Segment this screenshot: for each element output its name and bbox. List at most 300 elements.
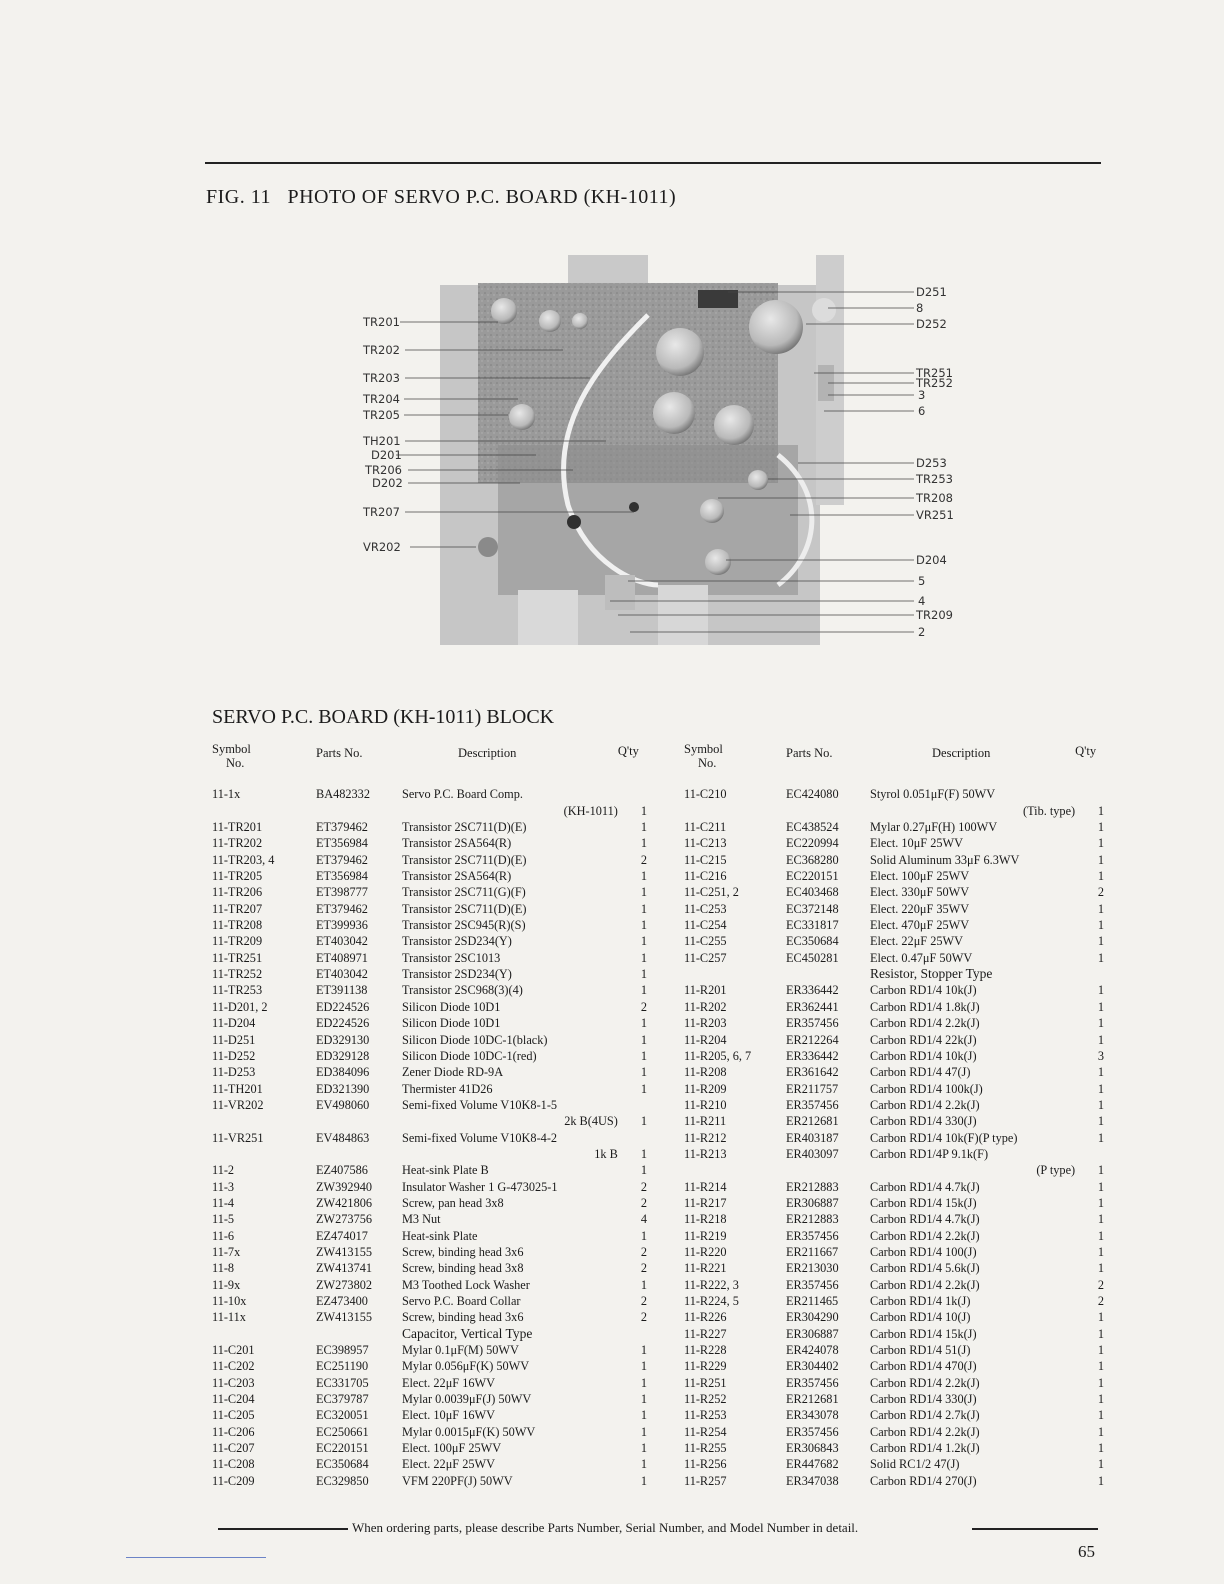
figure-label: FIG. 11 — [206, 186, 271, 208]
table-row — [212, 982, 647, 998]
callout-right: TR208 — [916, 491, 953, 505]
callout-left: TR205 — [363, 408, 400, 422]
symbol-cell: 11-R212 — [684, 1130, 727, 1145]
table-row — [212, 1032, 647, 1048]
description-cell: Mylar 0.1μF(M) 50WV — [402, 1343, 519, 1358]
callout-right: D251 — [916, 285, 947, 299]
description-cell: M3 Nut — [402, 1212, 441, 1227]
qty-cell: 1 — [1097, 1130, 1104, 1145]
table-row — [212, 1342, 647, 1358]
symbol-cell: 11-C206 — [212, 1424, 255, 1439]
table-row — [684, 1228, 1104, 1244]
description-cell: Elect. 22μF 25WV — [402, 1457, 495, 1472]
callout-right: TR209 — [916, 608, 953, 622]
description-cell: Carbon RD1/4 1.2k(J) — [870, 1441, 980, 1456]
callout-right: VR251 — [916, 508, 954, 522]
table-row — [212, 1391, 647, 1407]
description-cell: Carbon RD1/4 10(J) — [870, 1310, 971, 1325]
symbol-cell: 11-R229 — [684, 1359, 727, 1374]
qty-cell: 1 — [1097, 1228, 1104, 1243]
description-cell: Carbon RD1/4 2.2k(J) — [870, 1277, 980, 1292]
parts-no-cell: ER212264 — [786, 1032, 839, 1047]
qty-cell: 1 — [1097, 1179, 1104, 1194]
parts-no-cell: EC331705 — [316, 1375, 369, 1390]
qty-cell: 2 — [1097, 1294, 1104, 1308]
parts-no-cell: ED329128 — [316, 1048, 370, 1063]
qty-cell: 2 — [640, 1244, 647, 1259]
callout-right: 6 — [918, 404, 926, 418]
description-cell: M3 Toothed Lock Washer — [402, 1277, 530, 1292]
qty-cell: 1 — [1097, 1065, 1104, 1080]
table-row — [212, 917, 647, 933]
qty-cell: 1 — [640, 1457, 647, 1472]
description-cell: Mylar 0.0039μF(J) 50WV — [402, 1392, 532, 1407]
parts-no-cell: ER304290 — [786, 1310, 839, 1325]
qty-cell: 1 — [640, 869, 647, 884]
parts-no-cell: EC424080 — [786, 787, 839, 802]
description-cell: Carbon RD1/4 330(J) — [870, 1392, 977, 1407]
symbol-cell: 11-TR201 — [212, 820, 263, 835]
description-cell: Carbon RD1/4 1k(J) — [870, 1294, 971, 1308]
description-cell: Carbon RD1/4 2.2k(J) — [870, 1424, 980, 1439]
symbol-cell — [684, 1162, 786, 1178]
symbol-cell: 11-R224, 5 — [684, 1294, 739, 1308]
qty-cell: 1 — [1097, 820, 1104, 835]
description-cell: VFM 220PF(J) 50WV — [402, 1473, 513, 1488]
qty-cell: 3 — [1097, 1048, 1104, 1063]
qty-cell: 1 — [1097, 1326, 1104, 1341]
callout-left: TR204 — [363, 392, 400, 406]
symbol-cell: 11-TR206 — [212, 885, 263, 900]
symbol-cell: 11-R208 — [684, 1065, 727, 1080]
callout-right: D204 — [916, 553, 947, 567]
table-row — [212, 1244, 647, 1260]
symbol-cell: 11-R218 — [684, 1212, 727, 1227]
description-cell: Thermister 41D26 — [402, 1081, 493, 1096]
qty-cell: 1 — [1097, 1163, 1104, 1178]
parts-no-cell: ZW413741 — [316, 1261, 373, 1276]
qty-cell: 1 — [1097, 1473, 1104, 1488]
table-row — [212, 1195, 647, 1211]
qty-cell: 1 — [640, 836, 647, 851]
qty-cell: 1 — [1097, 803, 1104, 818]
symbol-cell: 11-R213 — [684, 1146, 727, 1161]
parts-table-left — [212, 742, 647, 1489]
qty-cell — [1075, 786, 1104, 802]
symbol-cell: 11-TR203, 4 — [212, 852, 275, 867]
description-cell: Screw, pan head 3x8 — [402, 1195, 504, 1210]
description-cell: Transistor 2SC711(D)(E) — [402, 820, 527, 835]
description-cell: Elect. 22μF 16WV — [402, 1375, 495, 1390]
parts-no-cell: ZW392940 — [316, 1179, 373, 1194]
description-cell: Carbon RD1/4 15k(J) — [870, 1195, 977, 1210]
table-row — [212, 1064, 647, 1080]
qty-cell: 2 — [640, 999, 647, 1014]
symbol-cell: 11-10x — [212, 1294, 247, 1308]
parts-no-cell: ER403097 — [786, 1146, 839, 1161]
symbol-cell — [212, 1146, 316, 1162]
qty-cell: 1 — [640, 803, 647, 818]
qty-cell: 1 — [640, 1424, 647, 1439]
symbol-cell: 11-9x — [212, 1277, 241, 1292]
symbol-cell: 11-C208 — [212, 1457, 255, 1472]
description-cell: Mylar 0.27μF(H) 100WV — [870, 820, 998, 835]
header-symbol — [684, 742, 786, 770]
parts-table-right — [684, 742, 1104, 1489]
table-row — [684, 1146, 1104, 1162]
description-cell: Elect. 220μF 35WV — [870, 901, 970, 916]
header-qty: Q'ty — [1075, 744, 1097, 758]
parts-no-cell: ZW413155 — [316, 1310, 373, 1325]
table-row — [684, 901, 1104, 917]
table-row — [212, 1162, 647, 1178]
parts-no-cell: ER357456 — [786, 1375, 839, 1390]
header-description: Description — [458, 746, 517, 760]
description-cell: Screw, binding head 3x8 — [402, 1261, 524, 1276]
header-parts-no: Parts No. — [786, 746, 833, 760]
table-row — [684, 1456, 1104, 1472]
table-row — [684, 1015, 1104, 1031]
parts-no-cell: ER336442 — [786, 983, 839, 998]
table-row — [684, 1130, 1104, 1146]
callout-left: D201 — [371, 448, 402, 462]
description-cell: Carbon RD1/4 470(J) — [870, 1359, 977, 1374]
table-row — [212, 1097, 647, 1113]
parts-no-cell: EC450281 — [786, 950, 839, 965]
table-row — [684, 1424, 1104, 1440]
qty-cell — [618, 1130, 647, 1146]
header-symbol-line1: Symbol — [684, 742, 723, 756]
description-cell: Carbon RD1/4 330(J) — [870, 1114, 977, 1129]
parts-no-cell: ER357456 — [786, 1277, 839, 1292]
description-cell: Elect. 100μF 25WV — [870, 869, 970, 884]
parts-no-cell: ZW421806 — [316, 1195, 373, 1210]
table-row — [212, 1326, 647, 1342]
parts-no-cell: ED384096 — [316, 1065, 370, 1080]
description-cell: Elect. 0.47μF 50WV — [870, 950, 973, 965]
table-row — [212, 1407, 647, 1423]
description-cell: Elect. 10μF 16WV — [402, 1408, 495, 1423]
qty-cell: 1 — [640, 1277, 647, 1292]
symbol-cell: 11-C213 — [684, 836, 727, 851]
footer-note: When ordering parts, please describe Parts Number, Serial Number, and Model Number in detail. — [352, 1520, 859, 1535]
parts-no-cell: ED329130 — [316, 1032, 370, 1047]
symbol-cell: 11-R222, 3 — [684, 1277, 739, 1292]
description-cell: 2k B(4US) — [564, 1114, 618, 1129]
qty-cell: 1 — [1097, 1392, 1104, 1407]
description-cell: Carbon RD1/4 2.2k(J) — [870, 1016, 980, 1031]
parts-no-cell: EC350684 — [786, 934, 839, 949]
description-cell: Carbon RD1/4 2.2k(J) — [870, 1097, 980, 1112]
qty-cell: 1 — [640, 1441, 647, 1456]
symbol-cell: 11-R217 — [684, 1195, 727, 1210]
table-row — [212, 1179, 647, 1195]
parts-no-cell: ER306887 — [786, 1326, 839, 1341]
parts-no-cell: EZ474017 — [316, 1228, 368, 1243]
parts-no-cell: ER212883 — [786, 1212, 839, 1227]
parts-no-cell: ET356984 — [316, 869, 368, 884]
table-row — [684, 1097, 1104, 1113]
qty-cell: 1 — [1097, 1081, 1104, 1096]
parts-no-cell: ER403187 — [786, 1130, 839, 1145]
parts-no-cell: ET356984 — [316, 836, 368, 851]
description-cell: Elect. 470μF 25WV — [870, 918, 970, 933]
parts-no-cell: EC320051 — [316, 1408, 369, 1423]
description-cell: Heat-sink Plate — [402, 1228, 478, 1243]
table-row — [212, 1113, 647, 1129]
table-row — [684, 835, 1104, 851]
qty-cell: 1 — [1097, 852, 1104, 867]
qty-cell: 1 — [1097, 1016, 1104, 1031]
qty-cell: 1 — [1097, 983, 1104, 998]
parts-no-cell: EZ473400 — [316, 1294, 368, 1308]
parts-no-cell: EC220994 — [786, 836, 839, 851]
qty-cell: 1 — [640, 1163, 647, 1178]
symbol-cell: 11-TR208 — [212, 918, 263, 933]
table-row — [684, 1309, 1104, 1325]
description-cell: Elect. 330μF 50WV — [870, 885, 970, 900]
parts-no-cell: ZW413155 — [316, 1244, 373, 1259]
description-cell: Mylar 0.056μF(K) 50WV — [402, 1359, 530, 1374]
symbol-cell — [684, 803, 786, 819]
qty-cell: 4 — [640, 1212, 647, 1227]
qty-cell: 1 — [1097, 918, 1104, 933]
symbol-cell: 11-C255 — [684, 934, 727, 949]
symbol-cell: 11-2 — [212, 1163, 235, 1178]
table-row — [684, 1391, 1104, 1407]
symbol-cell: 11-R209 — [684, 1081, 727, 1096]
parts-no-cell: ET403042 — [316, 967, 368, 982]
parts-no-cell: ET379462 — [316, 901, 368, 916]
qty-cell: 1 — [640, 885, 647, 900]
parts-no-cell: EZ407586 — [316, 1163, 368, 1178]
symbol-cell: 11-TR209 — [212, 934, 263, 949]
description-cell: Servo P.C. Board Comp. — [402, 787, 523, 802]
table-row — [684, 1162, 1104, 1178]
parts-no-cell: ER306843 — [786, 1441, 839, 1456]
parts-no-cell: ED224526 — [316, 999, 370, 1014]
symbol-cell: 11-VR202 — [212, 1097, 264, 1112]
description-cell: Transistor 2SC711(D)(E) — [402, 852, 527, 867]
description-cell: Transistor 2SC1013 — [402, 950, 501, 965]
table-row — [212, 901, 647, 917]
parts-no-cell: ER336442 — [786, 1048, 839, 1063]
qty-cell: 1 — [640, 1065, 647, 1080]
table-row — [684, 852, 1104, 868]
symbol-cell: 11-R211 — [684, 1114, 727, 1129]
header-symbol-line1: Symbol — [212, 742, 251, 756]
symbol-cell: 11-TR205 — [212, 869, 263, 884]
table-row — [684, 1179, 1104, 1195]
qty-cell: 1 — [1097, 1032, 1104, 1047]
table-row — [684, 950, 1104, 966]
callout-left: VR202 — [363, 540, 401, 554]
parts-no-cell: ER424078 — [786, 1343, 839, 1358]
symbol-cell: 11-C251, 2 — [684, 885, 739, 900]
qty-cell: 1 — [640, 967, 647, 982]
parts-no-cell: EC368280 — [786, 852, 839, 867]
parts-no-cell: BA482332 — [316, 787, 370, 802]
callout-left: D202 — [372, 476, 403, 490]
description-cell: Carbon RD1/4P 9.1k(F) — [870, 1146, 989, 1161]
description-cell: Transistor 2SD234(Y) — [402, 967, 512, 982]
symbol-cell: 11-R219 — [684, 1228, 727, 1243]
qty-cell: 1 — [640, 1343, 647, 1358]
symbol-cell: 11-C207 — [212, 1441, 255, 1456]
table-row — [684, 1064, 1104, 1080]
symbol-cell: 11-C203 — [212, 1375, 255, 1390]
symbol-cell: 11-R210 — [684, 1097, 727, 1112]
symbol-cell: 11-3 — [212, 1179, 235, 1194]
table-row — [212, 1440, 647, 1456]
qty-cell: 1 — [1097, 1457, 1104, 1472]
qty-cell: 1 — [640, 934, 647, 949]
table-row — [212, 1424, 647, 1440]
description-cell: Transistor 2SC945(R)(S) — [402, 918, 526, 933]
qty-cell: 1 — [1097, 1441, 1104, 1456]
symbol-cell: 11-VR251 — [212, 1130, 264, 1145]
qty-cell: 1 — [1097, 1359, 1104, 1374]
table-row — [212, 966, 647, 982]
parts-no-cell: ER212681 — [786, 1392, 839, 1407]
table-row — [212, 1146, 647, 1162]
table-row — [684, 819, 1104, 835]
qty-cell: 1 — [1097, 869, 1104, 884]
qty-cell: 2 — [1097, 1277, 1104, 1292]
table-row — [684, 1358, 1104, 1374]
figure-title — [206, 186, 676, 209]
callout-right: TR251 — [916, 366, 953, 380]
table-row — [212, 819, 647, 835]
parts-no-cell: EC372148 — [786, 901, 839, 916]
table-row — [684, 1440, 1104, 1456]
table-row — [684, 1195, 1104, 1211]
qty-cell: 1 — [1097, 1244, 1104, 1259]
table-row — [212, 884, 647, 900]
table-row — [684, 917, 1104, 933]
symbol-cell: 11-C257 — [684, 950, 727, 965]
symbol-cell: 11-R252 — [684, 1392, 727, 1407]
qty-cell: 1 — [640, 950, 647, 965]
symbol-cell: 11-R201 — [684, 983, 727, 998]
parts-no-cell: EC331817 — [786, 918, 839, 933]
description-cell: Resistor, Stopper Type — [870, 966, 993, 982]
parts-no-cell: ET408971 — [316, 950, 368, 965]
description-cell: (Tib. type) — [1022, 803, 1076, 818]
callout-right: 4 — [918, 594, 926, 608]
description-cell: Carbon RD1/4 100k(J) — [870, 1081, 983, 1096]
qty-cell: 1 — [640, 1408, 647, 1423]
qty-cell: 1 — [1097, 999, 1104, 1014]
callout-right: 3 — [918, 388, 926, 402]
symbol-cell: 11-C201 — [212, 1343, 255, 1358]
header-description: Description — [932, 746, 991, 760]
parts-no-cell: EC350684 — [316, 1457, 369, 1472]
table-row — [212, 1228, 647, 1244]
parts-no-cell: ET379462 — [316, 852, 368, 867]
callout-left: TH201 — [363, 434, 401, 448]
symbol-cell: 11-R221 — [684, 1261, 727, 1276]
top-rule — [205, 162, 1101, 164]
parts-no-cell: EC379787 — [316, 1392, 369, 1407]
symbol-cell: 11-TR202 — [212, 836, 263, 851]
symbol-cell: 11-R204 — [684, 1032, 727, 1047]
description-cell: 1k B — [594, 1146, 618, 1161]
qty-cell: 2 — [640, 1179, 647, 1194]
callout-right: D252 — [916, 317, 947, 331]
parts-no-cell: ER357456 — [786, 1228, 839, 1243]
parts-no-cell: ER447682 — [786, 1457, 839, 1472]
symbol-cell: 11-C216 — [684, 869, 727, 884]
qty-cell: 1 — [640, 983, 647, 998]
description-cell: Carbon RD1/4 1.8k(J) — [870, 999, 980, 1014]
footer-rule-left — [218, 1528, 348, 1530]
parts-no-cell: ER304402 — [786, 1359, 839, 1374]
symbol-cell: 11-R251 — [684, 1375, 727, 1390]
qty-cell: 1 — [640, 1228, 647, 1243]
parts-no-cell: ER361642 — [786, 1065, 839, 1080]
description-cell: Elect. 22μF 25WV — [870, 934, 963, 949]
description-cell: Carbon RD1/4 100(J) — [870, 1244, 977, 1259]
servo-board-photo — [358, 255, 980, 645]
callout-right: 2 — [918, 625, 926, 639]
description-cell: Solid Aluminum 33μF 6.3WV — [870, 852, 1020, 867]
symbol-cell: 11-6 — [212, 1228, 235, 1243]
parts-no-cell: ER211757 — [786, 1081, 839, 1096]
parts-no-cell: EC220151 — [786, 869, 839, 884]
description-cell: Elect. 10μF 25WV — [870, 836, 963, 851]
table-row — [212, 1211, 647, 1227]
qty-cell: 1 — [1097, 1212, 1104, 1227]
symbol-cell: 11-R205, 6, 7 — [684, 1048, 752, 1063]
callout-right: 5 — [918, 574, 926, 588]
callout-left: TR203 — [363, 371, 400, 385]
description-cell: Carbon RD1/4 4.7k(J) — [870, 1179, 980, 1194]
table-row — [684, 982, 1104, 998]
table-row — [684, 1081, 1104, 1097]
qty-cell: 1 — [640, 1392, 647, 1407]
table-row — [684, 884, 1104, 900]
description-cell: Carbon RD1/4 2.7k(J) — [870, 1408, 980, 1423]
footer-rule-right — [972, 1528, 1098, 1530]
qty-cell: 2 — [640, 1294, 647, 1308]
qty-cell: 1 — [1097, 950, 1104, 965]
qty-cell: 1 — [1097, 1310, 1104, 1325]
block-title: SERVO P.C. BOARD (KH-1011) BLOCK — [212, 706, 555, 728]
description-cell: Transistor 2SA564(R) — [402, 869, 512, 884]
parts-no-cell: EC329850 — [316, 1473, 369, 1488]
description-cell: Carbon RD1/4 15k(J) — [870, 1326, 977, 1341]
qty-cell: 2 — [640, 852, 647, 867]
qty-cell: 1 — [640, 1032, 647, 1047]
symbol-cell: 11-7x — [212, 1244, 241, 1259]
symbol-cell: 11-TR252 — [212, 967, 263, 982]
qty-cell: 1 — [640, 1473, 647, 1488]
table-row — [684, 999, 1104, 1015]
symbol-cell — [684, 966, 786, 982]
parts-no-cell: EC250661 — [316, 1424, 369, 1439]
table-row — [212, 786, 647, 802]
parts-no-cell: ER357456 — [786, 1016, 839, 1031]
table-row — [684, 868, 1104, 884]
parts-list-right — [684, 786, 1104, 1489]
description-cell: Carbon RD1/4 22k(J) — [870, 1032, 977, 1047]
parts-no-cell — [316, 803, 402, 819]
qty-cell: 1 — [1097, 1408, 1104, 1423]
parts-no-cell: ED321390 — [316, 1081, 370, 1096]
description-cell: (KH-1011) — [563, 803, 618, 818]
parts-no-cell: ET403042 — [316, 934, 368, 949]
